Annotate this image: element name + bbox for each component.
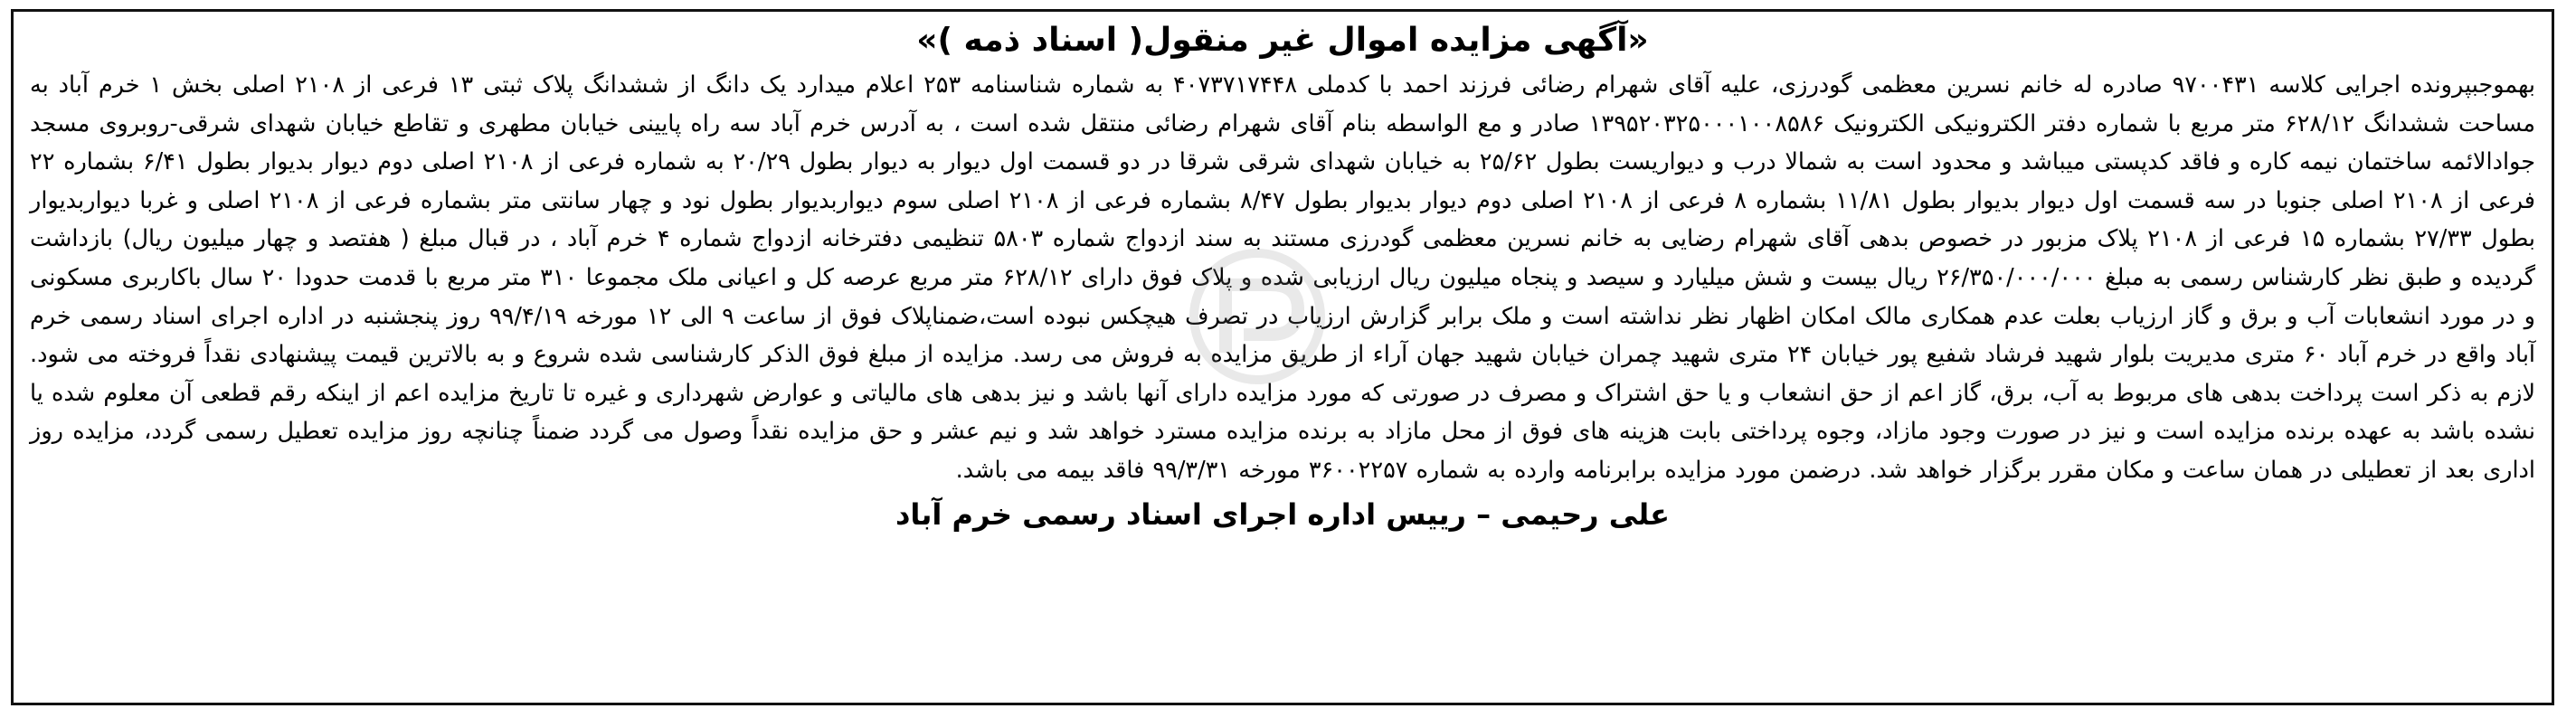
notice-body: بهموجبپرونده اجرایی کلاسه ۹۷۰۰۴۳۱ صادره له خانم نسرین معظمی گودرزی، علیه آقای شهرام رضائی فرزند احمد با کدملی ۴۰۷۳۷۱۷۴۴۸ به شماره شناسنامه ۲۵۳ اعلام میدارد یک دانگ از ششدانگ پلاک ثبتی ۱۳ فرعی از ۲۱۰۸ اصلی بخش ۱ خرم آباد به مساحت ششدانگ ۶۲۸/۱۲ متر مربع با شماره دفتر الکترونیکی الکترونیک ۱۳۹۵۲۰۳۲۵۰۰۰۱۰۰۸۵۸۶ صادر و مع الواسطه بنام آقای شهرام رضائی منتقل شده است ، به آدرس خرم آباد سه راه پایینی خیابان مطهری و تقاطع خیابان شهدای شرقی-روبروی مسجد جوادالائمه ساختمان نیمه کاره و فاقد کدپستی میباشد و محدود است به شمالا درب و دیواریست بطول ۲۵/۶۲ به خیابان شهدای شرقی شرقا در دو قسمت اول دیوار به دیوار بطول ۲۰/۲۹ به شماره فرعی از ۲۱۰۸ اصلی دوم دیوار بدیوار بطول ۶/۴۱ بشماره ۲۲ فرعی از ۲۱۰۸ اصلی جنوبا در سه قسمت اول دیوار بدیوار بطول ۱۱/۸۱ بشماره ۸ فرعی از ۲۱۰۸ اصلی دوم دیوار بدیوار بطول ۸/۴۷ بشماره فرعی از ۲۱۰۸ اصلی سوم دیواربدیوار بطول نود و چهار سانتی متر بشماره فرعی از ۲۱۰۸ اصلی و غربا دیواربدیوار بطول ۲۷/۳۳ بشماره ۱۵ فرعی از ۲۱۰۸ پلاک مزبور در خصوص بدهی آقای شهرام رضایی به خانم نسرین معظمی گودرزی مستند به سند ازدواج شماره ۵۸۰۳ تنظیمی دفترخانه ازدواج شماره ۴ خرم آباد ، در قبال مبلغ ( هفتصد و چهار میلیون ریال) بازداشت گردیده و طبق نظر کارشناس رسمی به مبلغ ۲۶/۳۵۰/۰۰۰/۰۰۰ ریال بیست و شش میلیارد و سیصد و پنجاه میلیون ریال ارزیابی شده و پلاک فوق دارای ۶۲۸/۱۲ متر مربع عرصه کل و اعیانی ملک مجموعا ۳۱۰ متر مربع با قدمت حدودا ۲۰ سال باکاربری مسکونی و در مورد انشعابات آب و برق و گاز ارزیاب بعلت عدم همکاری مالک امکان اظهار نظر نداشته است و ملک برابر گزارش ارزیاب در تصرف هیچکس نبوده است،ضمناپلاک فوق از ساعت ۹ الی ۱۲ مورخه ۹۹/۴/۱۹ روز پنجشنبه در اداره اجرای اسناد رسمی خرم آباد واقع در خرم آباد ۶۰ متری مدیریت بلوار شهید فرشاد شفیع پور خیابان ۲۴ متری شهید چمران خیابان شهید جهان آراء از طریق مزایده به فروش می رسد. مزایده از مبلغ فوق الذکر کارشناسی شده شروع و به بالاترین قیمت پیشنهادی نقداً فروخته می شود. لازم به ذکر است پرداخت بدهی های مربوط به آب، برق، گاز اعم از حق انشعاب و یا حق اشتراک و مصرف در صورتی که مورد مزایده دارای آنها باشد و نیز بدهی های مالیاتی و عوارض شهرداری و غیره تا تاریخ مزایده اعم از اینکه رقم قطعی آن معلوم شده یا نشده باشد به عهده برنده مزایده است و نیز در صورت وجود مازاد، وجوه پرداختی بابت هزینه های فوق از محل مازاد به برنده مزایده مسترد خواهد شد و نیم عشر و حق مزایده نقداً وصول می گردد ضمناً چنانچه روز مزایده تعطیل رسمی گردد، مزایده روز اداری بعد از تعطیلی در همان ساعت و مکان مقرر برگزار خواهد شد. درضمن مورد مزایده برابرنامه وارده به شماره ۳۶۰۰۲۲۵۷ مورخه ۹۹/۳/۳۱ فاقد بیمه می باشد. (30, 71, 2536, 484)
notice-signature: علی رحیمی – رییس اداره اجرای اسناد رسمی خرم آباد (895, 496, 1671, 532)
auction-notice (11, 9, 2554, 705)
notice-title: «آگهی مزایده اموال غیر منقول( اسناد ذمه )» (916, 22, 1649, 59)
